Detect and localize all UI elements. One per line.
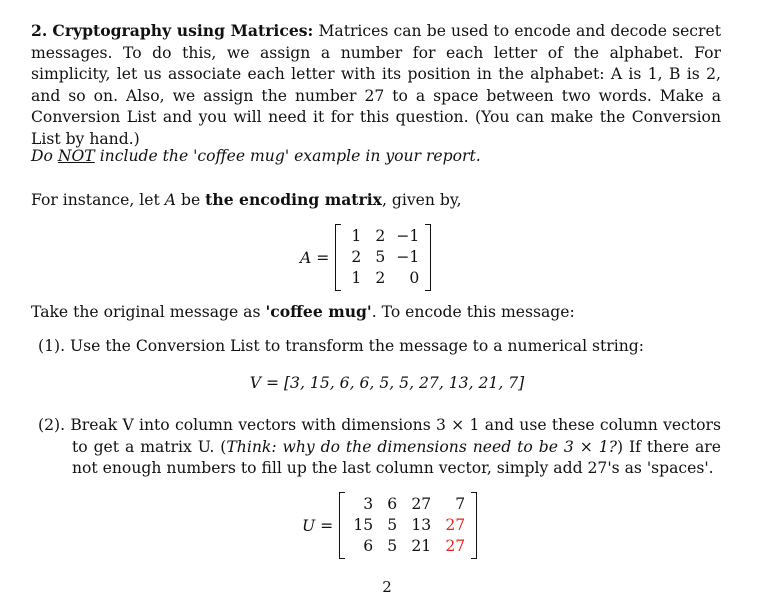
matrix-u-cell: 5: [387, 516, 398, 534]
matrix-a-cell: 0: [409, 269, 420, 287]
matrix-u-cell: 21: [411, 537, 432, 555]
matrix-a-cell: 5: [375, 248, 386, 266]
step-1: [38, 336, 721, 358]
take-line: [31, 301, 721, 324]
matrix-a-grid: [341, 224, 425, 291]
instance-pre: For instance, let: [31, 191, 160, 209]
matrix-a-cell: −1: [396, 227, 420, 245]
matrix-u-cell: 3: [363, 495, 374, 513]
problem-paragraph: [31, 20, 721, 151]
take-pre: Take the original message as: [31, 303, 261, 321]
right-bracket: [425, 224, 431, 291]
matrix-a-cell: 2: [375, 227, 386, 245]
page-number: 2: [382, 578, 392, 596]
matrix-a-cell: −1: [396, 248, 420, 266]
instance-bold: the encoding matrix: [205, 190, 382, 209]
matrix-a-cell: 1: [351, 227, 362, 245]
matrix-u-cell: 27: [445, 537, 466, 555]
matrix-a-label: A =: [300, 248, 330, 267]
problem-title: Cryptography using Matrices:: [52, 21, 314, 40]
matrix-u-cell: 7: [455, 495, 466, 513]
matrix-u: [302, 492, 477, 559]
note-not: NOT: [57, 147, 95, 165]
step-2-text-a: Break V into column vectors with dimensions 3 × 1 and use these column vectors to get a matrix U. (: [70, 416, 721, 456]
matrix-u-cell: 6: [363, 537, 374, 555]
v-equation: V = [3, 15, 6, 6, 5, 5, 27, 13, 21, 7]: [249, 374, 525, 392]
matrix-u-cell: 5: [387, 537, 398, 555]
step-1-label: (1).: [38, 337, 66, 355]
problem-number: 2.: [31, 21, 48, 40]
matrix-u-grid: [345, 492, 471, 559]
matrix-a-cell: 1: [351, 269, 362, 287]
right-bracket: [471, 492, 477, 559]
instance-mid: be: [180, 191, 201, 209]
matrix-u-cell: 15: [353, 516, 374, 534]
matrix-a-cell: 2: [351, 248, 362, 266]
instance-var: A: [164, 191, 176, 209]
matrix-u-cell: 13: [411, 516, 432, 534]
instance-post: , given by,: [381, 191, 462, 209]
note-post: include the 'coffee mug' example in your report.: [99, 147, 481, 165]
matrix-u-label: U =: [302, 516, 334, 535]
take-bold: 'coffee mug': [265, 302, 372, 321]
matrix-a-cell: 2: [375, 269, 386, 287]
matrix-u-cell: 6: [387, 495, 398, 513]
step-2-text-b: ) If there are not enough numbers to fill up the last column vector, simply add 27's as 'spaces'.: [72, 437, 721, 478]
step-1-text: Use the Conversion List to transform the message to a numerical string:: [70, 337, 645, 355]
instance-line: [31, 189, 721, 212]
matrix-u-cell: 27: [445, 516, 466, 534]
step-2: [38, 415, 721, 480]
problem-body: Matrices can be used to encode and decode secret messages. To do this, we assign a number for each letter of the alphabet. For simplicity, let us associate each letter with its position in the alphabet: A is 1, B is 2, and so on. Also, we assign the number 27 to a space between two words. Make a Conversion List and you will need it for this question. (You can make the Conversion List by hand.): [31, 22, 721, 148]
take-post: . To encode this message:: [371, 303, 575, 321]
step-2-label: (2).: [38, 416, 66, 434]
matrix-u-cell: 27: [411, 495, 432, 513]
report-note: [31, 146, 721, 168]
step-2-think: Think: why do the dimensions need to be 3 × 1?: [226, 437, 617, 456]
matrix-a: [300, 224, 431, 291]
note-pre: Do: [31, 147, 53, 165]
